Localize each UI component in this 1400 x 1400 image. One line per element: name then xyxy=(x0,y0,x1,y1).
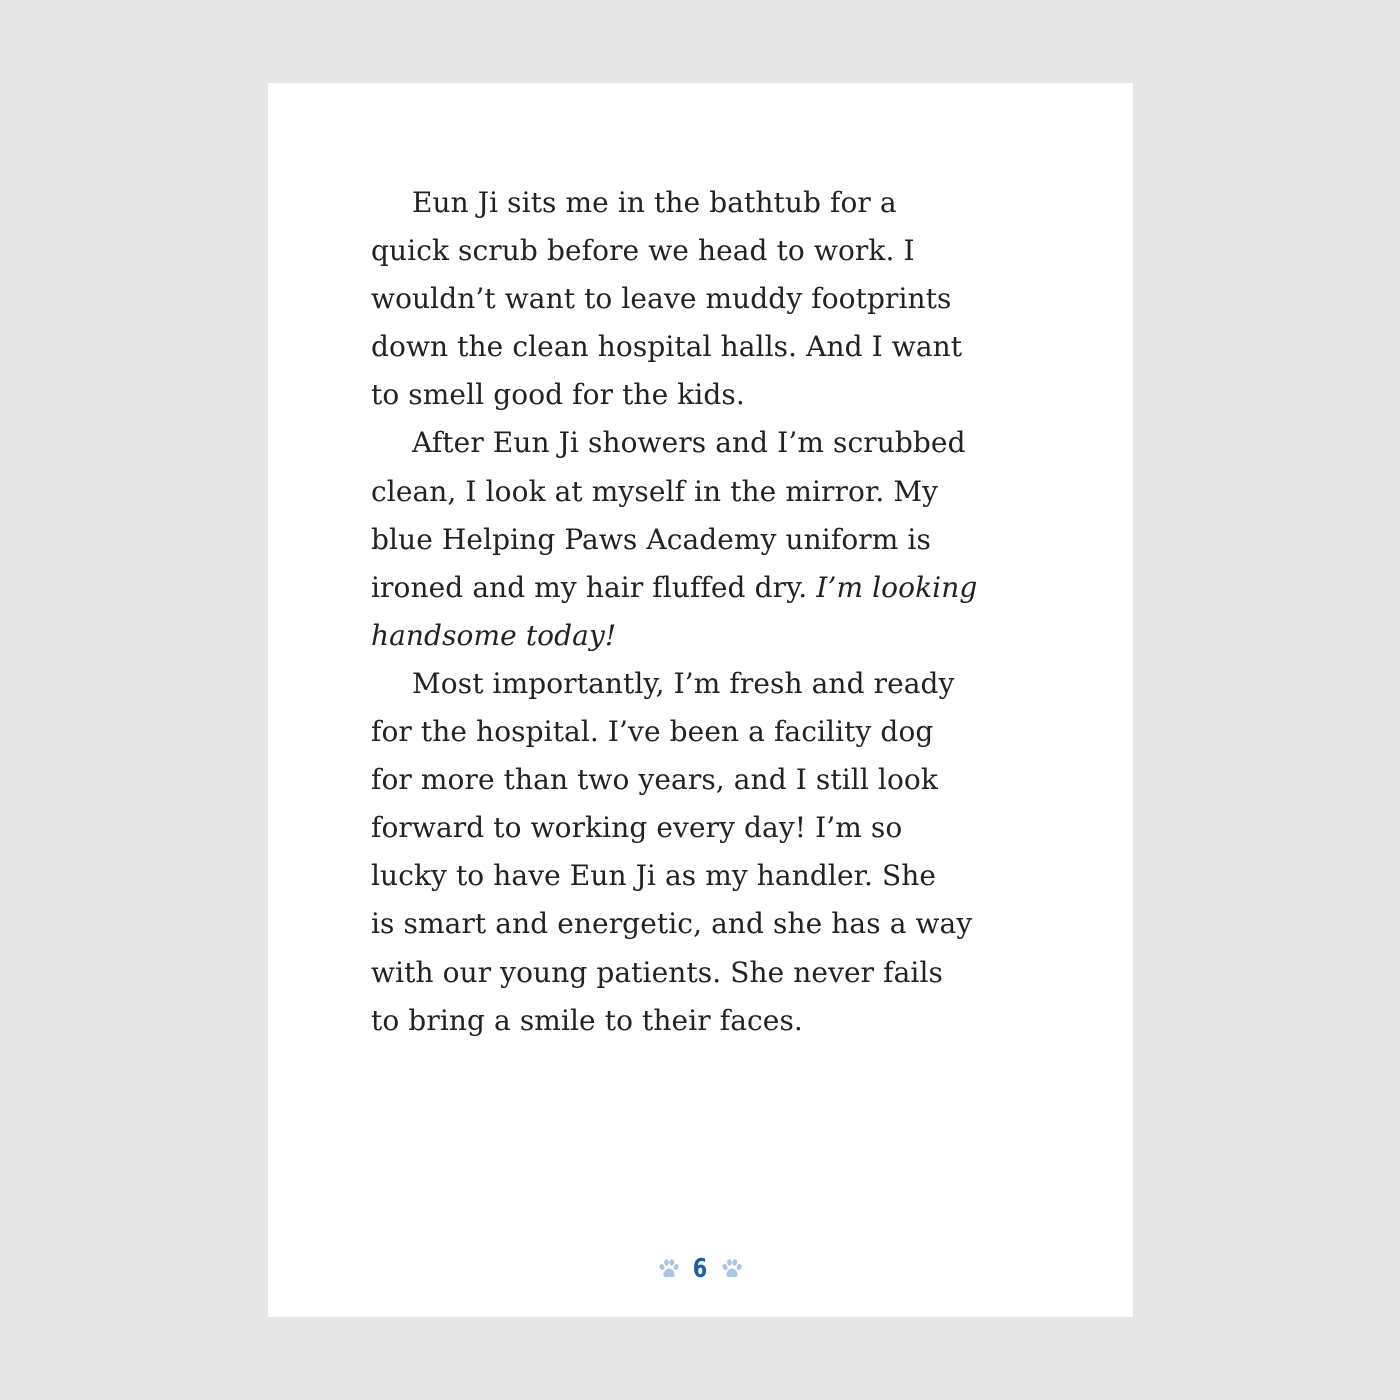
italic-text-segment: I’m looking xyxy=(816,570,978,604)
text-line: is smart and energetic, and she has a way xyxy=(371,907,973,941)
text-line: with our young patients. She never fails xyxy=(371,955,943,989)
text-line: down the clean hospital halls. And I want xyxy=(371,330,963,364)
italic-text-line: handsome today! xyxy=(371,618,617,652)
text-line: quick scrub before we head to work. I xyxy=(371,234,915,268)
text-line: to smell good for the kids. xyxy=(371,378,745,412)
text-line: Most importantly, I’m fresh and ready xyxy=(412,666,955,700)
text-line: to bring a smile to their faces. xyxy=(371,1003,803,1037)
book-page xyxy=(268,83,1133,1317)
text-line: Eun Ji sits me in the bathtub for a xyxy=(412,186,897,219)
text-line: lucky to have Eun Ji as my handler. She xyxy=(371,859,937,893)
body-text xyxy=(371,179,1051,1045)
text-line: wouldn’t want to leave muddy footprints xyxy=(371,282,952,316)
text-line: After Eun Ji showers and I’m scrubbed xyxy=(412,426,966,460)
text-line: for the hospital. I’ve been a facility dog xyxy=(371,715,934,749)
paw-print-icon xyxy=(720,1257,744,1281)
paw-print-icon xyxy=(657,1257,681,1281)
text-line: for more than two years, and I still look xyxy=(371,763,938,797)
text-line xyxy=(371,564,1051,612)
text-line: forward to working every day! I’m so xyxy=(371,811,903,845)
text-segment: ironed and my hair fluffed dry. xyxy=(371,570,817,604)
text-line: blue Helping Paws Academy uniform is xyxy=(371,522,931,556)
text-line: clean, I look at myself in the mirror. My xyxy=(371,474,939,508)
page-number: 6 xyxy=(693,1254,708,1284)
page-footer xyxy=(268,1251,1133,1287)
